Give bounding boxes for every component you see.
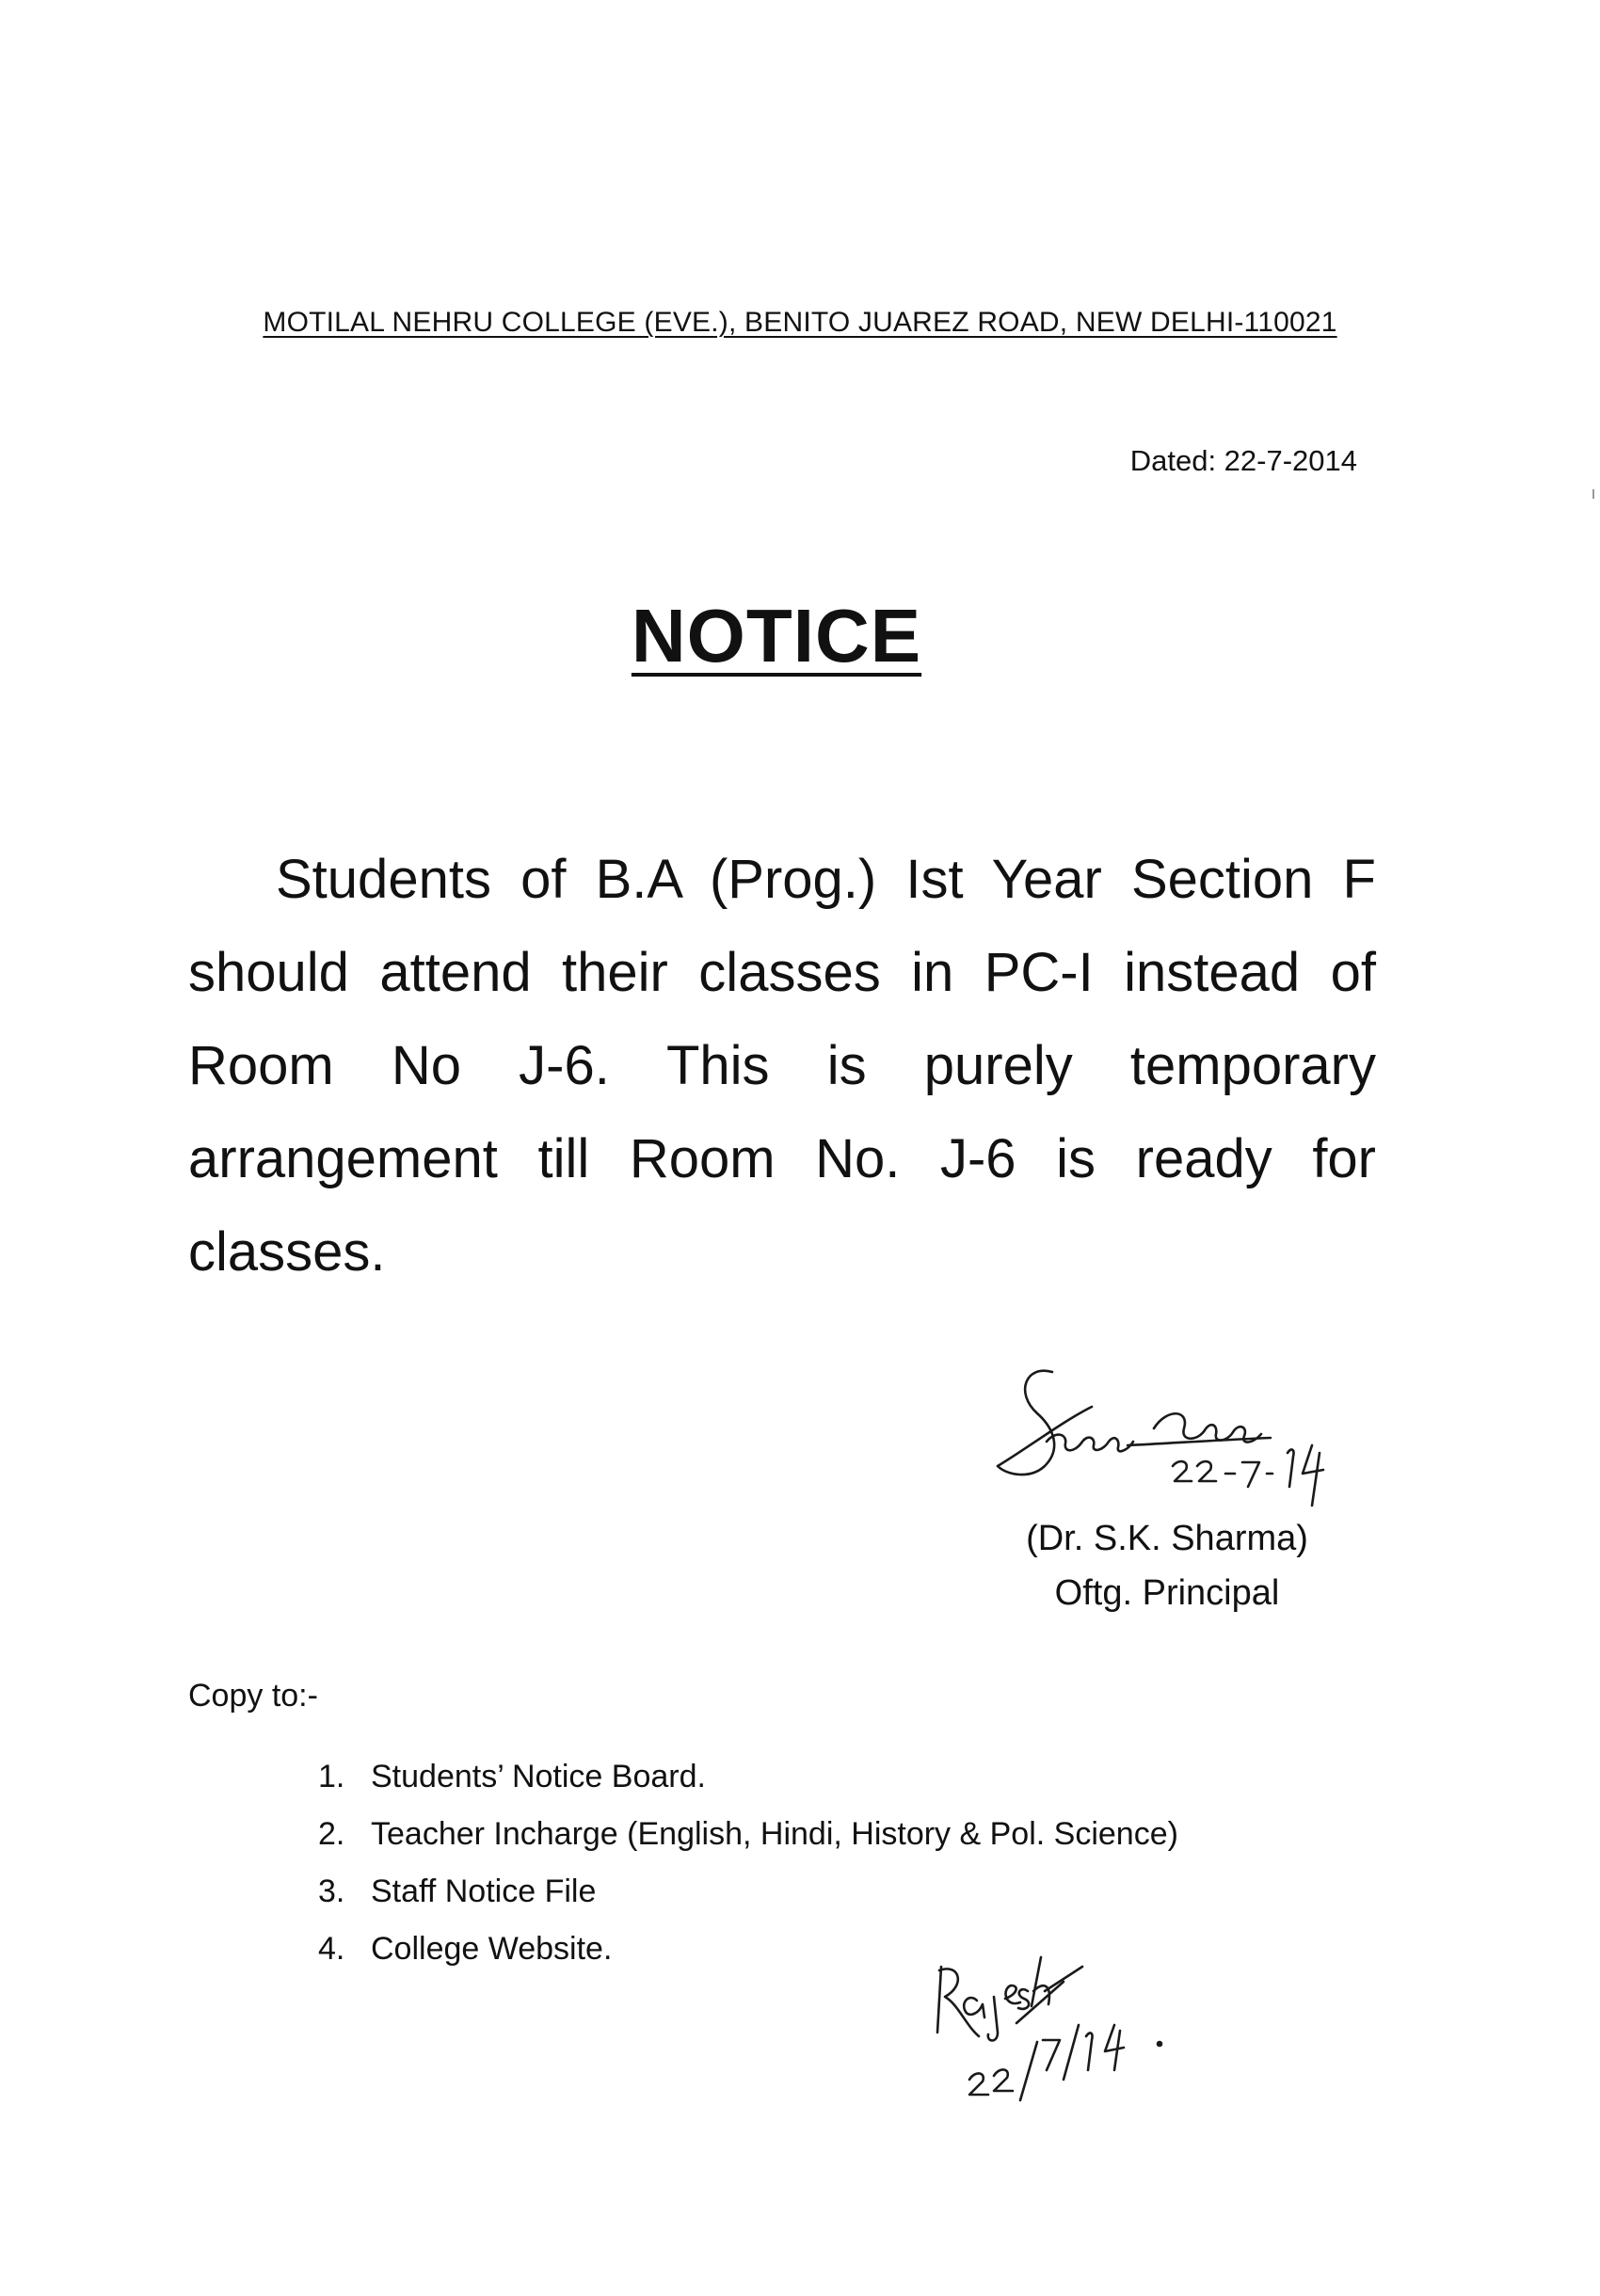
- list-item: [318, 1806, 1178, 1863]
- signatory-designation: Oftg. Principal: [1054, 1573, 1280, 1613]
- list-item-number: 2.: [318, 1816, 345, 1852]
- notice-title-text: NOTICE: [631, 594, 922, 678]
- scan-margin-mark: [1592, 489, 1594, 499]
- handwritten-initials: [904, 1938, 1261, 2127]
- signatory-name: (Dr. S.K. Sharma): [1026, 1519, 1308, 1558]
- institution-address: MOTILAL NEHRU COLLEGE (EVE.), BENITO JUAREZ ROAD, NEW DELHI-110021: [263, 307, 1337, 338]
- list-item: [318, 1748, 1178, 1806]
- signatory-block: [979, 1511, 1355, 1620]
- institution-header: [141, 307, 1459, 339]
- list-item-text: Teacher Incharge (English, Hindi, History & Pol. Science): [371, 1816, 1178, 1852]
- notice-body: Students of B.A (Prog.) Ist Year Section F should attend their classes in PC-I instead of Room No J-6. This is purely temporary arrangement till Room No. J-6 is ready for classes.: [188, 849, 1376, 1283]
- list-item-number: 4.: [318, 1931, 345, 1967]
- notice-date: Dated: 22-7-2014: [1129, 444, 1357, 477]
- list-item-text: Staff Notice File: [371, 1873, 597, 1909]
- principal-signature: [988, 1355, 1384, 1520]
- list-item-number: 3.: [318, 1873, 345, 1909]
- list-item-number: 1.: [318, 1759, 345, 1794]
- copy-to-label: Copy to:-: [188, 1678, 318, 1714]
- list-item-text: Students’ Notice Board.: [371, 1759, 706, 1794]
- notice-title: [0, 593, 1553, 679]
- list-item: [318, 1863, 1178, 1921]
- list-item-text: College Website.: [371, 1931, 613, 1967]
